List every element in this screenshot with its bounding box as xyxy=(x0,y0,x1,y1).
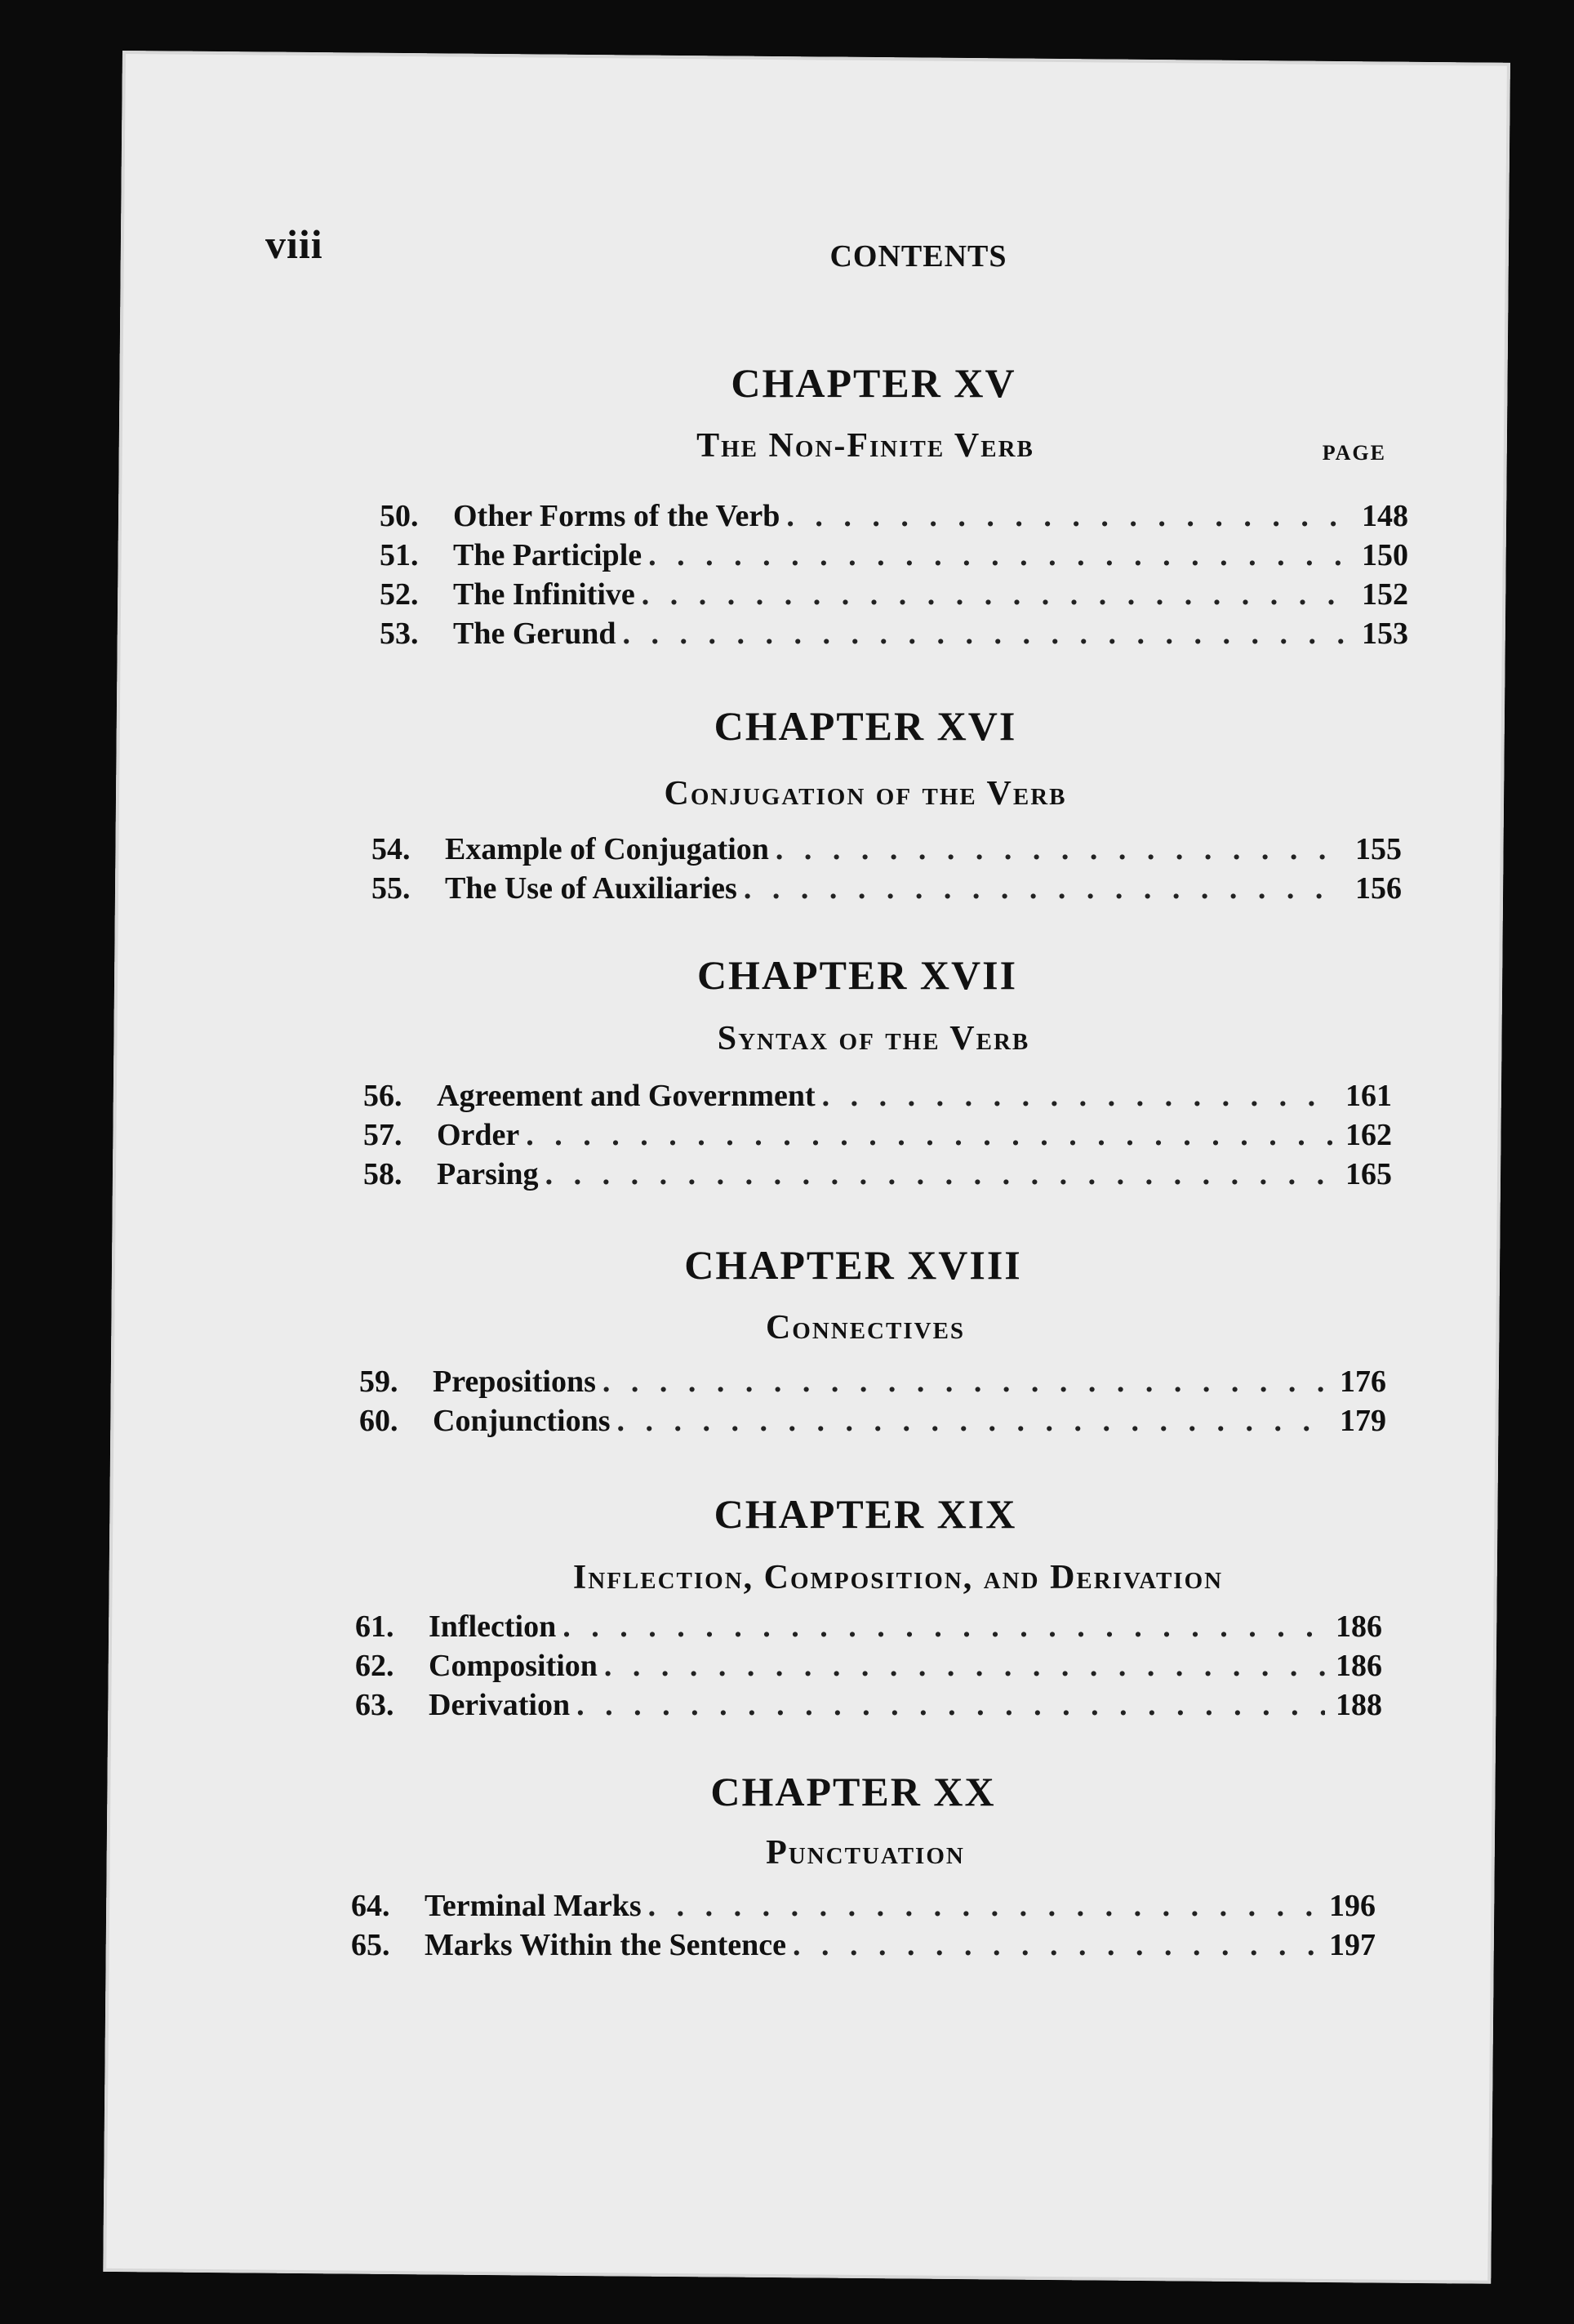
chapter-title: CHAPTER XIX xyxy=(714,1491,1017,1537)
entry-number: 65. xyxy=(351,1928,390,1962)
entry-page: 155 xyxy=(1355,832,1402,866)
chapter-title: CHAPTER XV xyxy=(731,360,1016,406)
entry-label: Terminal Marks xyxy=(425,1889,642,1923)
entry-page: 152 xyxy=(1362,577,1408,612)
dot-leader xyxy=(556,1609,1325,1645)
dot-leader xyxy=(539,1156,1335,1192)
chapter-subtitle: The Non-Finite Verb xyxy=(696,427,1034,465)
entry-page: 161 xyxy=(1345,1079,1392,1113)
entry-label: Order xyxy=(437,1118,520,1152)
dot-leader xyxy=(616,616,1351,652)
entry-label: Other Forms of the Verb xyxy=(453,499,780,533)
toc-entry[interactable] xyxy=(371,870,1402,910)
chapter-subtitle: Punctuation xyxy=(766,1834,965,1872)
dot-leader xyxy=(519,1117,1335,1153)
entry-label: Inflection xyxy=(429,1609,557,1644)
entry-number: 51. xyxy=(380,538,419,572)
entry-label: Parsing xyxy=(437,1157,539,1191)
entry-number: 58. xyxy=(363,1157,402,1191)
entry-page: 188 xyxy=(1336,1688,1382,1722)
dot-leader xyxy=(642,1888,1318,1924)
toc-entry[interactable] xyxy=(363,1156,1392,1195)
entry-page: 156 xyxy=(1355,871,1402,906)
toc-entry[interactable] xyxy=(355,1609,1382,1648)
entry-page: 153 xyxy=(1362,617,1408,651)
entry-number: 55. xyxy=(371,871,411,906)
entry-label: The Participle xyxy=(453,538,642,572)
entry-page: 186 xyxy=(1336,1609,1382,1644)
dot-leader xyxy=(642,537,1351,573)
entry-label: Example of Conjugation xyxy=(445,832,769,866)
chapter-subtitle: Connectives xyxy=(765,1309,966,1347)
toc-entry[interactable] xyxy=(380,577,1408,616)
toc-entry[interactable] xyxy=(380,616,1408,655)
entry-page: 196 xyxy=(1329,1889,1376,1923)
toc-entry[interactable] xyxy=(363,1078,1392,1117)
toc-entry[interactable] xyxy=(351,1888,1376,1927)
entry-number: 64. xyxy=(351,1889,390,1923)
page-number: viii xyxy=(265,221,323,267)
entry-label: Agreement and Government xyxy=(437,1079,816,1113)
toc-entry[interactable] xyxy=(371,831,1402,870)
entry-label: Conjunctions xyxy=(433,1404,611,1438)
toc-entry[interactable] xyxy=(355,1648,1382,1687)
running-head: CONTENTS xyxy=(829,239,1007,274)
chapter-subtitle: Syntax of the Verb xyxy=(717,1020,1030,1057)
entry-label: The Infinitive xyxy=(453,577,635,612)
entry-label: The Gerund xyxy=(453,617,616,651)
toc-entry[interactable] xyxy=(363,1117,1392,1156)
toc-entry[interactable] xyxy=(380,498,1408,537)
entry-page: 176 xyxy=(1340,1365,1386,1399)
chapter-subtitle: Inflection, Composition, and Derivation xyxy=(572,1559,1224,1596)
entry-number: 56. xyxy=(363,1079,402,1113)
entry-page: 150 xyxy=(1362,538,1408,572)
toc-entry[interactable] xyxy=(359,1403,1386,1442)
entry-number: 57. xyxy=(363,1118,402,1152)
toc-entry[interactable] xyxy=(359,1364,1386,1403)
entry-page: 197 xyxy=(1329,1928,1376,1962)
entry-label: Marks Within the Sentence xyxy=(425,1928,786,1962)
dot-leader xyxy=(570,1687,1325,1723)
dot-leader xyxy=(780,498,1351,534)
entry-number: 60. xyxy=(359,1404,398,1438)
page-column-label: PAGE xyxy=(1322,441,1386,465)
dot-leader xyxy=(786,1927,1318,1963)
entry-number: 63. xyxy=(355,1688,394,1722)
entry-label: The Use of Auxiliaries xyxy=(445,871,737,906)
chapter-title: CHAPTER XVI xyxy=(714,703,1017,749)
dot-leader xyxy=(635,577,1351,612)
toc-entry[interactable] xyxy=(351,1927,1376,1966)
entry-page: 179 xyxy=(1340,1404,1386,1438)
entry-label: Prepositions xyxy=(433,1365,596,1399)
toc-entry[interactable] xyxy=(380,537,1408,577)
entry-number: 62. xyxy=(355,1649,394,1683)
entry-number: 53. xyxy=(380,617,419,651)
dot-leader xyxy=(737,870,1345,906)
entry-number: 52. xyxy=(380,577,419,612)
chapter-title: CHAPTER XVII xyxy=(696,952,1018,998)
entry-page: 165 xyxy=(1345,1157,1392,1191)
entry-page: 148 xyxy=(1362,499,1408,533)
entry-number: 54. xyxy=(371,832,411,866)
toc-entry[interactable] xyxy=(355,1687,1382,1726)
entry-number: 59. xyxy=(359,1365,398,1399)
dot-leader xyxy=(596,1364,1329,1400)
dot-leader xyxy=(769,831,1345,867)
entry-page: 162 xyxy=(1345,1118,1392,1152)
dot-leader xyxy=(816,1078,1335,1114)
entry-page: 186 xyxy=(1336,1649,1382,1683)
chapter-title: CHAPTER XVIII xyxy=(684,1242,1022,1288)
entry-label: Composition xyxy=(429,1649,598,1683)
chapter-subtitle: Conjugation of the Verb xyxy=(664,775,1067,813)
entry-number: 50. xyxy=(380,499,419,533)
entry-label: Derivation xyxy=(429,1688,571,1722)
entry-number: 61. xyxy=(355,1609,394,1644)
dot-leader xyxy=(611,1403,1330,1439)
chapter-title: CHAPTER XX xyxy=(710,1769,996,1814)
dot-leader xyxy=(598,1648,1325,1684)
